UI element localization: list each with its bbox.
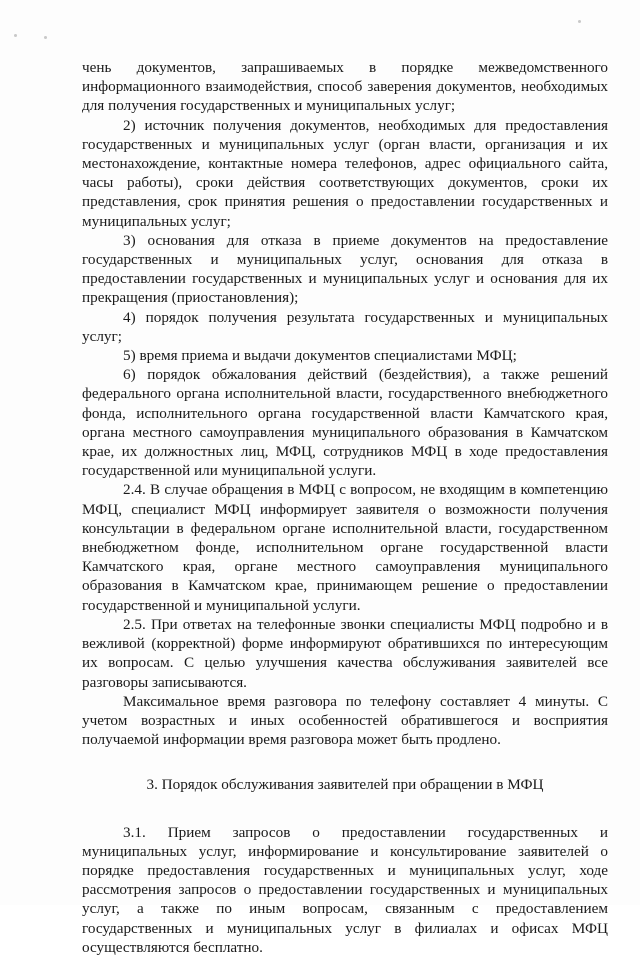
clause-2-4: 2.4. В случае обращения в МФЦ с вопросом, не входящим в компетенцию МФЦ, специалист МФЦ информирует заявителя о возможности получения консультации в федеральном органе исполнительной власти, государственном внебюджетном фонде, исполнительном органе государственной власти Камчатского края, органе местного самоуправления муниципального образования в Камчатском крае, принимающем решение о предоставлении государственной и муниципальной услуги. xyxy=(82,481,608,614)
list-item-3: 3) основания для отказа в приеме документов на предоставление государственных и муниципальных услуг, основания для отказа в предоставлении государственных и муниципальных услуг и основания для их прекращения (приостановления); xyxy=(82,231,608,307)
section-heading: 3. Порядок обслуживания заявителей при обращении в МФЦ xyxy=(146,776,544,794)
scan-speck xyxy=(14,34,17,37)
paragraph-continuation: чень документов, запрашиваемых в порядке межведомственного информационного взаимодействия, способ заверения документов, необходимых для получения государственных и муниципальных услуг; xyxy=(82,59,608,115)
scan-speck xyxy=(578,20,581,23)
list-item-5: 5) время приема и выдачи документов специалистами МФЦ; xyxy=(123,347,517,365)
list-item-4: 4) порядок получения результата государственных и муниципальных услуг; xyxy=(82,308,608,345)
clause-2-5: 2.5. При ответах на телефонные звонки специалисты МФЦ подробно и в вежливой (корректной) форме информируют обратившихся по интересующим их вопросам. С целью улучшения качества обслуживания заявителей все разговоры записываются. xyxy=(82,615,608,691)
scan-speck xyxy=(44,36,47,39)
list-item-6: 6) порядок обжалования действий (бездействия), а также решений федерального органа исполнительной власти, государственного внебюджетного фонда, исполнительного органа государственной власти Камчатского края, органа местного самоуправления муниципального образования в Камчатском крае, их должностных лиц, МФЦ, сотрудников МФЦ в ходе предоставления государственной или муниципальной услуги. xyxy=(82,366,608,480)
clause-3-1: 3.1. Прием запросов о предоставлении государственных и муниципальных услуг, информирование и консультирование заявителей о порядке предоставления государственных и муниципальных услуг, ходе рассмотрения запросов о предоставлении государственных и муниципальных услуг, а также по иным вопросам, связанным с предоставлением государственных и муниципальных услуг в филиалах и офисах МФЦ осуществляются бесплатно. xyxy=(82,823,608,956)
clause-2-5-continuation: Максимальное время разговора по телефону составляет 4 минуты. С учетом возрастных и иных особенностей обратившегося и восприятия получаемой информации время разговора может быть продлено. xyxy=(82,692,608,749)
list-item-2: 2) источник получения документов, необходимых для предоставления государственных и муниципальных услуг (орган власти, организация и их местонахождение, контактные номера телефонов, адрес официального сайта, часы работы), сроки действия соответствующих документов, сроки их представления, срок принятия решения о предоставлении государственных и муниципальных услуг; xyxy=(82,116,608,230)
document-body xyxy=(82,58,608,957)
